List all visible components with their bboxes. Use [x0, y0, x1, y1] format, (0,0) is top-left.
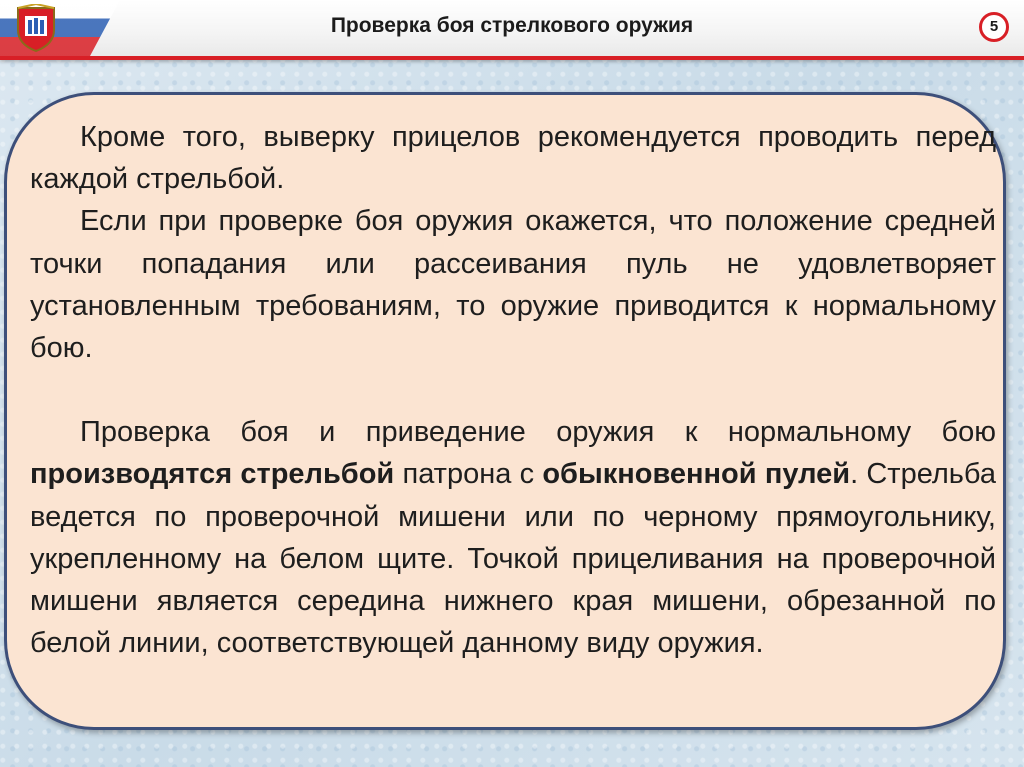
paragraph-1: Кроме того, выверку прицелов рекомендуется проводить перед каждой стрельбой. [30, 121, 996, 196]
slide-body [30, 116, 996, 664]
paragraph-3 [30, 411, 996, 664]
slide-title: Проверка боя стрелкового оружия [330, 14, 694, 37]
paragraph-3-bold-1: производятся стрельбой [30, 458, 395, 491]
paragraph-gap [30, 369, 996, 411]
paragraph-3-text-1: Проверка боя и приведение оружия к нормальному бою [80, 416, 996, 449]
slide-header [0, 0, 1024, 60]
paragraph-3-bold-2: обыкновенной пулей [542, 458, 851, 491]
paragraph-2: Если при проверке боя оружия окажется, что положение средней точки попадания или рассеивания пуль не удовлетворяет установленным требованиям, то оружие приводится к нормальному бою. [30, 205, 996, 365]
paragraph-3-text-3: . Стрельба ведется по проверочной мишени или по черному прямоугольнику, укрепленному на белом щите. Точкой прицеливания на проверочной мишени является середина нижнего края мишени, обрезанной по белой линии, соответствующей данному виду оружия. [30, 458, 996, 660]
page-number-badge: 5 [979, 12, 1009, 42]
paragraph-3-text-2: патрона с [394, 458, 543, 491]
